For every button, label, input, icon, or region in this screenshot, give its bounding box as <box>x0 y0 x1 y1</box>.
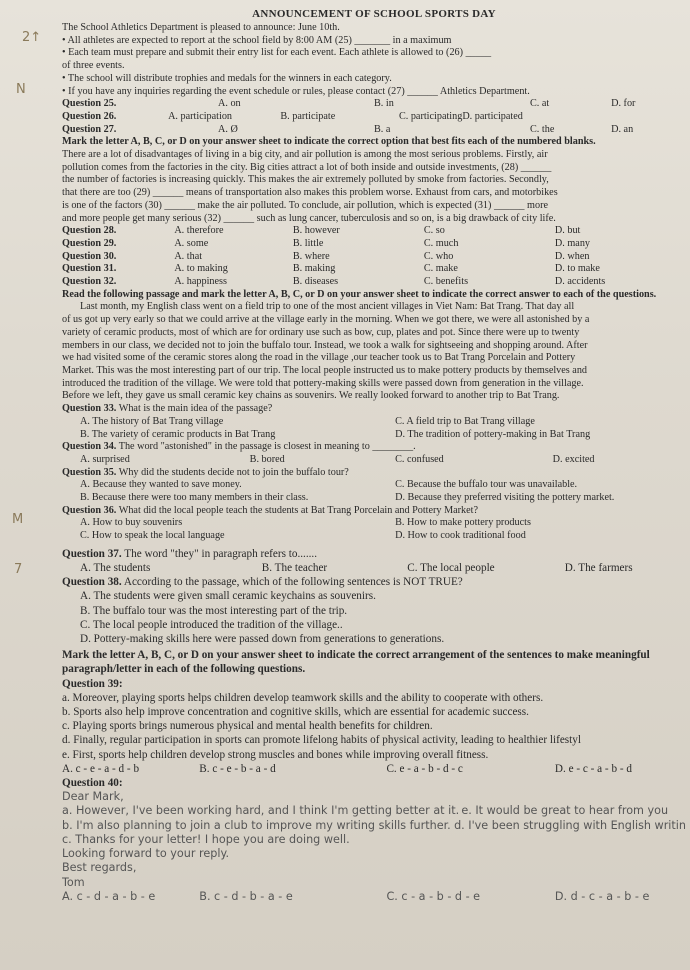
option-b: B. c - d - b - a - e <box>199 889 293 903</box>
option-c: C. who <box>423 250 454 262</box>
option-c: C. Because the buffalo tour was unavailable. <box>395 479 578 491</box>
option-a: A. some <box>174 237 209 249</box>
passage-line: There are a lot of disadvantages of living in a big city, and air pollution is among the most serious problems. Firstly, air <box>62 149 548 161</box>
pencil-mark: N <box>16 82 26 97</box>
option-b: B. participate <box>280 110 336 122</box>
question-text: Why did the students decide not to join the buffalo tour? <box>118 466 349 478</box>
question-row <box>62 111 686 124</box>
option-b: B. The teacher <box>261 562 328 575</box>
question-number: Question 30. <box>62 250 117 262</box>
question-number: Question 37. <box>62 547 122 560</box>
option-d: D. The farmers <box>564 562 633 575</box>
sentence-item: a. However, I've been working hard, and I think I'm getting better at it. <box>62 804 460 818</box>
question-number: Question 39: <box>62 677 123 690</box>
question-row <box>62 124 686 137</box>
exam-sheet <box>48 0 690 970</box>
question-number: Question 25. <box>62 98 117 110</box>
option-b: B. diseases <box>292 276 339 288</box>
options-grid <box>62 416 686 441</box>
option-d: D. excited <box>552 453 595 465</box>
options-grid <box>62 517 686 542</box>
option-d: D. e - c - a - b - d <box>554 762 632 775</box>
option-b: B. The variety of ceramic products in Bat Trang <box>80 428 276 440</box>
option-c: C. so <box>423 225 445 237</box>
letter-row <box>62 804 686 818</box>
question-number: Question 29. <box>62 237 117 249</box>
option-a: A. Ø <box>218 123 238 135</box>
sentence-item: c. Playing sports brings numerous physical and mental health benefits for children. <box>62 720 433 733</box>
question-number: Question 26. <box>62 110 117 122</box>
option-c: C. A field trip to Bat Trang village <box>395 415 535 427</box>
pencil-mark: M <box>12 512 24 527</box>
option-d: D. The tradition of pottery-making in Bat Trang <box>395 428 591 440</box>
letter-signature: Tom <box>62 875 85 889</box>
option-b: B. How to make pottery products <box>395 517 531 529</box>
announcement-title: ANNOUNCEMENT OF SCHOOL SPORTS DAY <box>252 8 496 20</box>
option-c: C. make <box>423 263 458 275</box>
question-number: Question 32. <box>62 276 117 288</box>
question-row <box>62 454 686 467</box>
option-a: A. How to buy souvenirs <box>80 517 183 529</box>
passage-line: pollution comes from the factories in the city. Big cities attract a lot of both inside and outside investments, (28) ______ <box>62 161 552 173</box>
option-b: B. where <box>292 250 330 262</box>
option-b: B. bored <box>249 453 285 465</box>
question-text: The word "they" in paragraph refers to....... <box>124 547 318 560</box>
option-a: A. Because they wanted to save money. <box>80 479 242 491</box>
option-a: A. happiness <box>174 276 227 288</box>
option-c: C. benefits <box>423 276 469 288</box>
question-row <box>62 890 686 904</box>
passage-line: the number of factories is increasing quickly. This makes the air extremely polluted by smoke from factories. Secondly, <box>62 174 549 186</box>
sentence-item: e. First, sports help children develop strong muscles and bones while improving overall fitness. <box>62 748 489 761</box>
question-text: The word "astonished" in the passage is closest in meaning to ________. <box>118 441 416 453</box>
passage-line: Last month, my English class went on a field trip to one of the most ancient villages in Viet Nam: Bat Trang. That day all <box>80 301 575 313</box>
option-b: B. c - e - b - a - d <box>199 762 276 775</box>
option-d: D. participated <box>462 110 523 122</box>
sentence-item: b. Sports also help improve concentration and cognitive skills, which are essential for academic success. <box>62 706 529 719</box>
option-d: D. many <box>554 237 591 249</box>
option-d: D. d - c - a - b - e <box>554 889 650 903</box>
option-d: D. Because they preferred visiting the pottery market. <box>395 492 615 504</box>
option-c: C. The local people introduced the tradition of the village.. <box>80 618 343 631</box>
large-section <box>62 547 686 904</box>
question-number: Question 40: <box>62 777 123 790</box>
question-number: Question 38. <box>62 576 122 589</box>
option-d: D. Pottery-making skills here were passed down from generations to generations. <box>80 633 445 646</box>
passage-line: that there are too (29) ______ means of transportation also makes this problem worse. Exhaust from cars, and motorbikes <box>62 187 558 199</box>
announcement-line: • Each team must prepare and submit their entry list for each event. Each athlete is allowed to (26) _____ <box>62 47 492 59</box>
option-d: D. accidents <box>554 276 606 288</box>
announcement-line: • If you have any inquiries regarding the event schedule or rules, please contact (27) ______ Athletics Department. <box>62 85 530 97</box>
option-c: C. at <box>530 98 550 110</box>
option-a: A. on <box>218 98 241 110</box>
option-d: D. when <box>554 250 590 262</box>
option-b: B. making <box>292 263 336 275</box>
option-a: A. The students <box>80 562 151 575</box>
option-c: C. How to speak the local language <box>80 530 225 542</box>
option-b: B. Because there were too many members in their class. <box>80 492 309 504</box>
question-stem <box>62 575 686 589</box>
passage-line: introduced the tradition of the village. We were told that pottery-making skills were passed down from generation in the village. <box>62 377 584 389</box>
sentence-item: d. Finally, regular participation in sports can promote lifelong habits of physical activity, leading to healthier lifestyl <box>62 734 581 747</box>
passage-line: is one of the factors (30) ______ make the air polluted. To conclude, air pollution, which is expected (31) ______ more <box>62 199 548 211</box>
letter-closing: Best regards, <box>62 861 137 875</box>
option-b: B. The buffalo tour was the most interesting part of the trip. <box>80 604 348 617</box>
option-a: A. to making <box>174 263 228 275</box>
question-stem <box>62 403 686 416</box>
question-row <box>62 225 686 238</box>
question-row <box>62 561 686 575</box>
question-row <box>62 251 686 264</box>
sentence-item: a. Moreover, playing sports helps children develop teamwork skills and the ability to cooperate with others. <box>62 691 544 704</box>
letter-greeting: Dear Mark, <box>62 790 124 804</box>
option-d: D. an <box>611 123 634 135</box>
pencil-mark: 7 <box>14 562 23 577</box>
question-number: Question 31. <box>62 263 117 275</box>
option-c: C. confused <box>395 453 444 465</box>
option-c: C. The local people <box>407 562 495 575</box>
option-c: C. e - a - b - d - c <box>386 762 463 775</box>
passage-line: and more people get many serious (32) ______ such as lung cancer, tuberculosis and so on, is a big drawback of city life. <box>62 212 556 224</box>
instruction: Mark the letter A, B, C, or D on your answer sheet to indicate the correct option that best fits each of the numbered blanks. <box>62 136 596 148</box>
question-number: Question 33. <box>62 403 117 415</box>
passage-line: members in our class, we decided not to join the buffalo tour. Instead, we took a walk for sightseeing and shopping around. After <box>62 339 588 351</box>
question-row <box>62 276 686 289</box>
option-c: C. much <box>423 237 459 249</box>
question-stem <box>62 505 686 518</box>
option-c: C. c - a - b - d - e <box>386 889 481 903</box>
question-row <box>62 263 686 276</box>
passage-line: of us got up very early so that we could arrive at the village early in the morning. When we got there, we were all astonished by a <box>62 314 590 326</box>
option-c: C. participating <box>398 110 463 122</box>
announcement-line: The School Athletics Department is pleased to announce: June 10th. <box>62 22 340 33</box>
option-a: A. surprised <box>80 453 130 465</box>
question-stem <box>62 441 686 454</box>
sentence-item: c. Thanks for your letter! I hope you are doing well. <box>62 832 350 846</box>
passage-line: Market. This was the most interesting part of our trip. The local people instructed us to make pottery products by themselves and <box>62 364 588 376</box>
question-text: According to the passage, which of the following sentences is NOT TRUE? <box>123 576 463 589</box>
pencil-mark: 2↑ <box>22 30 42 45</box>
option-a: A. The students were given small ceramic keychains as souvenirs. <box>80 590 376 603</box>
option-d: D. but <box>554 225 581 237</box>
announcement-line: of three events. <box>62 60 125 72</box>
option-d: D. How to cook traditional food <box>395 530 526 542</box>
option-d: D. for <box>611 98 636 110</box>
options-grid <box>62 479 686 504</box>
instruction: Mark the letter A, B, C, or D on your answer sheet to indicate the correct arrangement of the sentences to make meaningful paragraph/letter in each of the following questions. <box>62 649 650 676</box>
question-stem <box>62 467 686 480</box>
option-b: B. in <box>374 98 394 110</box>
option-a: A. The history of Bat Trang village <box>80 415 224 427</box>
option-a: A. that <box>174 250 203 262</box>
passage-line: variety of ceramic products, most of which are for ordinary use such as bow, cup, plates and pot. Since there were up to twenty <box>62 326 580 338</box>
option-a: A. c - d - a - b - e <box>62 889 156 903</box>
announcement-line: • The school will distribute trophies and medals for the winners in each category. <box>62 72 392 84</box>
option-b: B. however <box>292 225 340 237</box>
question-number: Question 34. <box>62 441 117 453</box>
sentence-item: d. I've been struggling with English writin <box>454 818 686 832</box>
question-number: Question 28. <box>62 225 117 237</box>
announcement-line: • All athletes are expected to report at the school field by 8:00 AM (25) _______ in a maximum <box>62 34 452 46</box>
question-stem <box>62 547 686 561</box>
instruction: Read the following passage and mark the letter A, B, C, or D on your answer sheet to indicate the correct answer to each of the questions. <box>62 288 657 300</box>
passage-line: we had visited some of the ceramic stores along the road in the village ,our teacher took us to Bat Trang Porcelain and Pottery <box>62 352 576 364</box>
letter-closing: Looking forward to your reply. <box>62 847 230 861</box>
passage-line: Before we left, they gave us small ceramic key chains as souvenirs. We really looked forward to another trip to Bat Trang. <box>62 390 560 402</box>
letter-row <box>62 819 686 833</box>
option-a: A. participation <box>168 110 233 122</box>
option-b: B. a <box>374 123 391 135</box>
option-c: C. the <box>530 123 555 135</box>
question-row <box>62 98 686 111</box>
question-number: Question 27. <box>62 123 117 135</box>
option-a: A. therefore <box>174 225 224 237</box>
question-row <box>62 762 686 776</box>
question-number: Question 35. <box>62 466 117 478</box>
question-text: What is the main idea of the passage? <box>118 403 273 415</box>
question-row <box>62 238 686 251</box>
option-d: D. to make <box>554 263 600 275</box>
question-number: Question 36. <box>62 504 117 516</box>
sentence-item: b. I'm also planning to join a club to improve my writing skills further. <box>62 818 451 832</box>
sentence-item: e. It would be great to hear from you <box>461 804 669 818</box>
question-text: What did the local people teach the students at Bat Trang Porcelain and Pottery Market? <box>118 504 479 516</box>
option-b: B. little <box>292 237 324 249</box>
option-a: A. c - e - a - d - b <box>62 762 140 775</box>
